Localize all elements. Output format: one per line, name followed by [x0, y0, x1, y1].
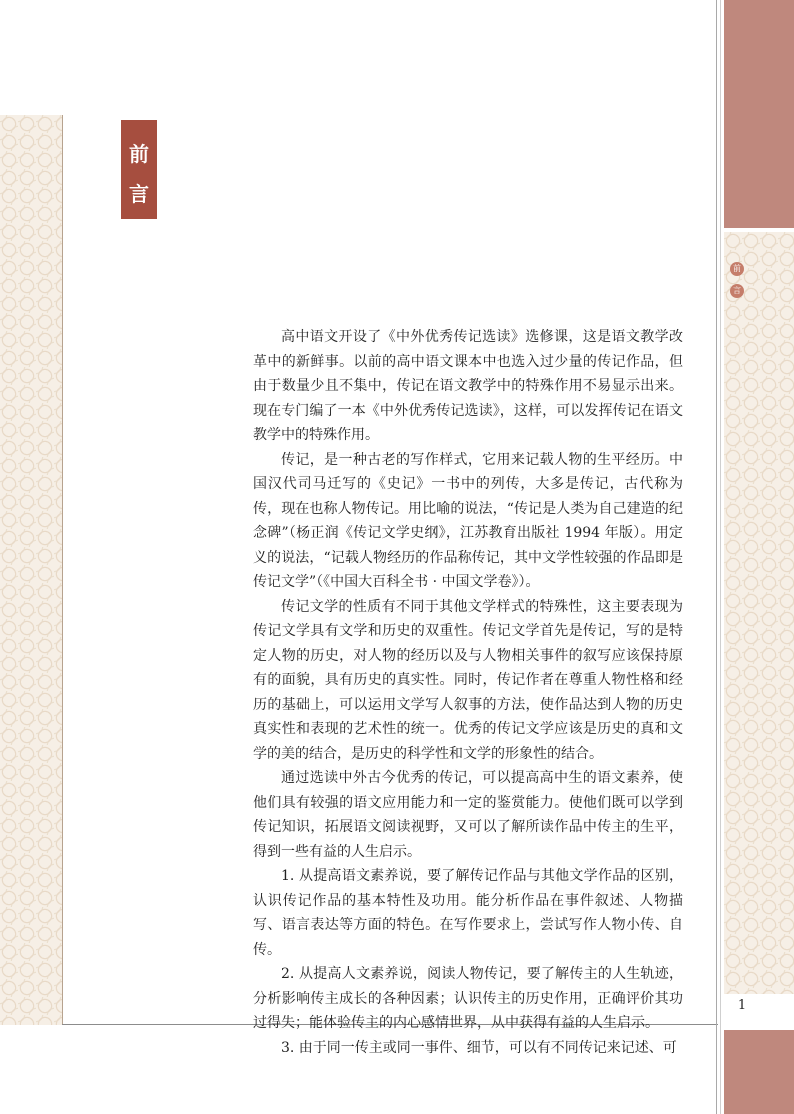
page-title	[121, 120, 157, 219]
paragraph: 3. 由于同一传主或同一事件、细节，可以有不同传记来记述、可	[281, 1039, 677, 1056]
page-number: 1	[737, 998, 747, 1013]
gutter-line	[716, 0, 717, 1114]
paragraph: 传记文学的性质有不同于其他文学样式的特殊性，这主要表现为传记文学具有文学和历史的双重性。传记文学首先是传记，写的是特定人物的历史，对人物的经历以及与人物相关事件的叙写应该保持原有的面貌，具有历史的真实性。同时，传记作者在尊重人物性格和经历的基础上，可以运用文学写人叙事的方法，使作品达到人物的历史真实性和表现的艺术性的统一。优秀的传记文学应该是历史的真和文学的美的结合，是历史的科学性和文学的形象性的结合。	[253, 598, 683, 762]
gutter-line-inner	[720, 0, 721, 1114]
paragraph: 高中语文开设了《中外优秀传记选读》选修课，这是语文教学改革中的新鲜事。以前的高中语文课本中也选入过少量的传记作品，但由于数量少且不集中，传记在语文教学中的特殊作用不易显示出来。现在专门编了一本《中外优秀传记选读》，这样，可以发挥传记在语文教学中的特殊作用。	[253, 329, 683, 443]
side-pattern-band	[724, 232, 794, 994]
page-title-char-1: 前	[129, 142, 149, 166]
paragraph: 传记，是一种古老的写作样式，它用来记载人物的生平经历。中国汉代司马迁写的《史记》一书中的列传，大多是传记，古代称为传，现在也称人物传记。用比喻的说法，“传记是人类为自己建造的纪念碑”（杨正润《传记文学史纲》，江苏教育出版社 1994 年版）。用定义的说法，“记载人物经历的作品称传记，其中文学性较强的作品即是传记文学”（《中国大百科全书 · 中国文学卷》）。	[253, 451, 683, 590]
paragraph: 2. 从提高人文素养说，阅读人物传记，要了解传主的人生轨迹，分析影响传主成长的各种因素；认识传主的历史作用，正确评价其功过得失；能体验传主的内心感情世界，从中获得有益的人生启示。	[253, 966, 683, 1031]
side-tab-char-2: 言	[730, 284, 744, 298]
left-decorative-strip	[0, 115, 63, 1025]
paragraph: 通过选读中外古今优秀的传记，可以提高高中生的语文素养，使他们具有较强的语文应用能力和一定的鉴赏能力。使他们既可以学到传记知识，拓展语文阅读视野，又可以了解所读作品中传主的生平，得到一些有益的人生启示。	[253, 770, 683, 860]
side-band-top	[724, 0, 794, 228]
body-text	[253, 325, 683, 1060]
side-tab-char-1: 前	[730, 262, 744, 276]
side-band-bottom	[724, 1030, 794, 1114]
page-title-char-2: 言	[129, 182, 149, 206]
paragraph: 1. 从提高语文素养说，要了解传记作品与其他文学作品的区别，认识传记作品的基本特性及功用。能分析作品在事件叙述、人物描写、语言表达等方面的特色。在写作要求上，尝试写作人物小传、自传。	[253, 868, 683, 958]
